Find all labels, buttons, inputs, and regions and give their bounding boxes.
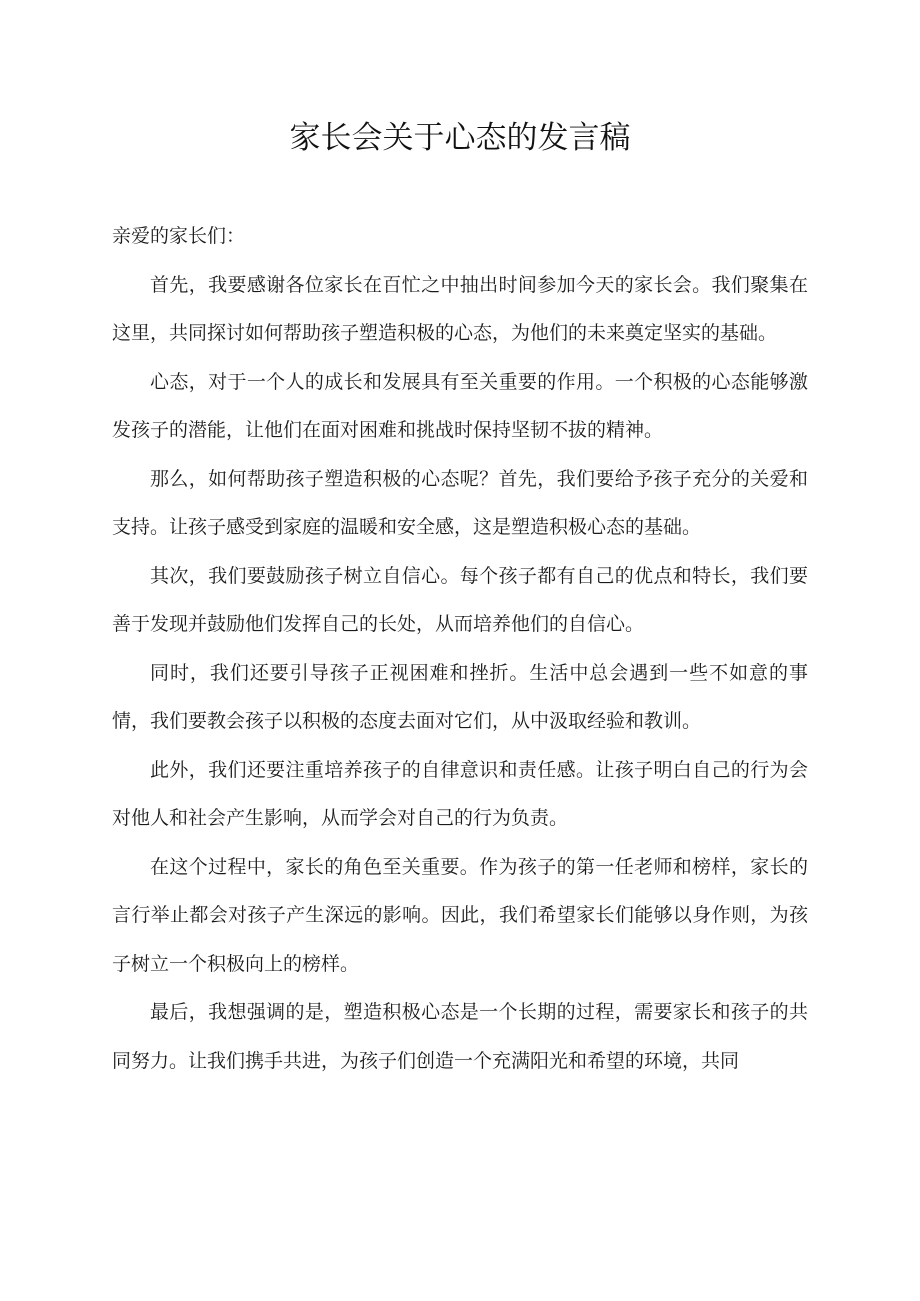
paragraph-1: 首先，我要感谢各位家长在百忙之中抽出时间参加今天的家长会。我们聚集在这里，共同探讨如何帮助孩子塑造积极的心态，为他们的未来奠定坚实的基础。 (112, 273, 808, 344)
paragraph-3: 那么，如何帮助孩子塑造积极的心态呢？首先，我们要给予孩子充分的关爱和支持。让孩子感受到家庭的温暖和安全感，这是塑造积极心态的基础。 (112, 467, 808, 538)
paragraph-2: 心态，对于一个人的成长和发展具有至关重要的作用。一个积极的心态能够激发孩子的潜能，让他们在面对困难和挑战时保持坚韧不拔的精神。 (112, 370, 808, 441)
salutation: 亲爱的家长们： (112, 225, 246, 247)
paragraph-7: 在这个过程中，家长的角色至关重要。作为孩子的第一任老师和榜样，家长的言行举止都会对孩子产生深远的影响。因此，我们希望家长们能够以身作则，为孩子树立一个积极向上的榜样。 (112, 855, 808, 975)
paragraph-8: 最后，我想强调的是，塑造积极心态是一个长期的过程，需要家长和孩子的共同努力。让我们携手共进，为孩子们创造一个充满阳光和希望的环境，共同 (112, 1001, 808, 1072)
paragraph-6: 此外，我们还要注重培养孩子的自律意识和责任感。让孩子明白自己的行为会对他人和社会产生影响，从而学会对自己的行为负责。 (112, 758, 808, 829)
paragraph-5: 同时，我们还要引导孩子正视困难和挫折。生活中总会遇到一些不如意的事情，我们要教会孩子以积极的态度去面对它们，从中汲取经验和教训。 (112, 661, 808, 732)
document-body (112, 212, 808, 1085)
paragraph-4: 其次，我们要鼓励孩子树立自信心。每个孩子都有自己的优点和特长，我们要善于发现并鼓励他们发挥自己的长处，从而培养他们的自信心。 (112, 564, 808, 635)
document-title: 家长会关于心态的发言稿 (289, 120, 631, 156)
